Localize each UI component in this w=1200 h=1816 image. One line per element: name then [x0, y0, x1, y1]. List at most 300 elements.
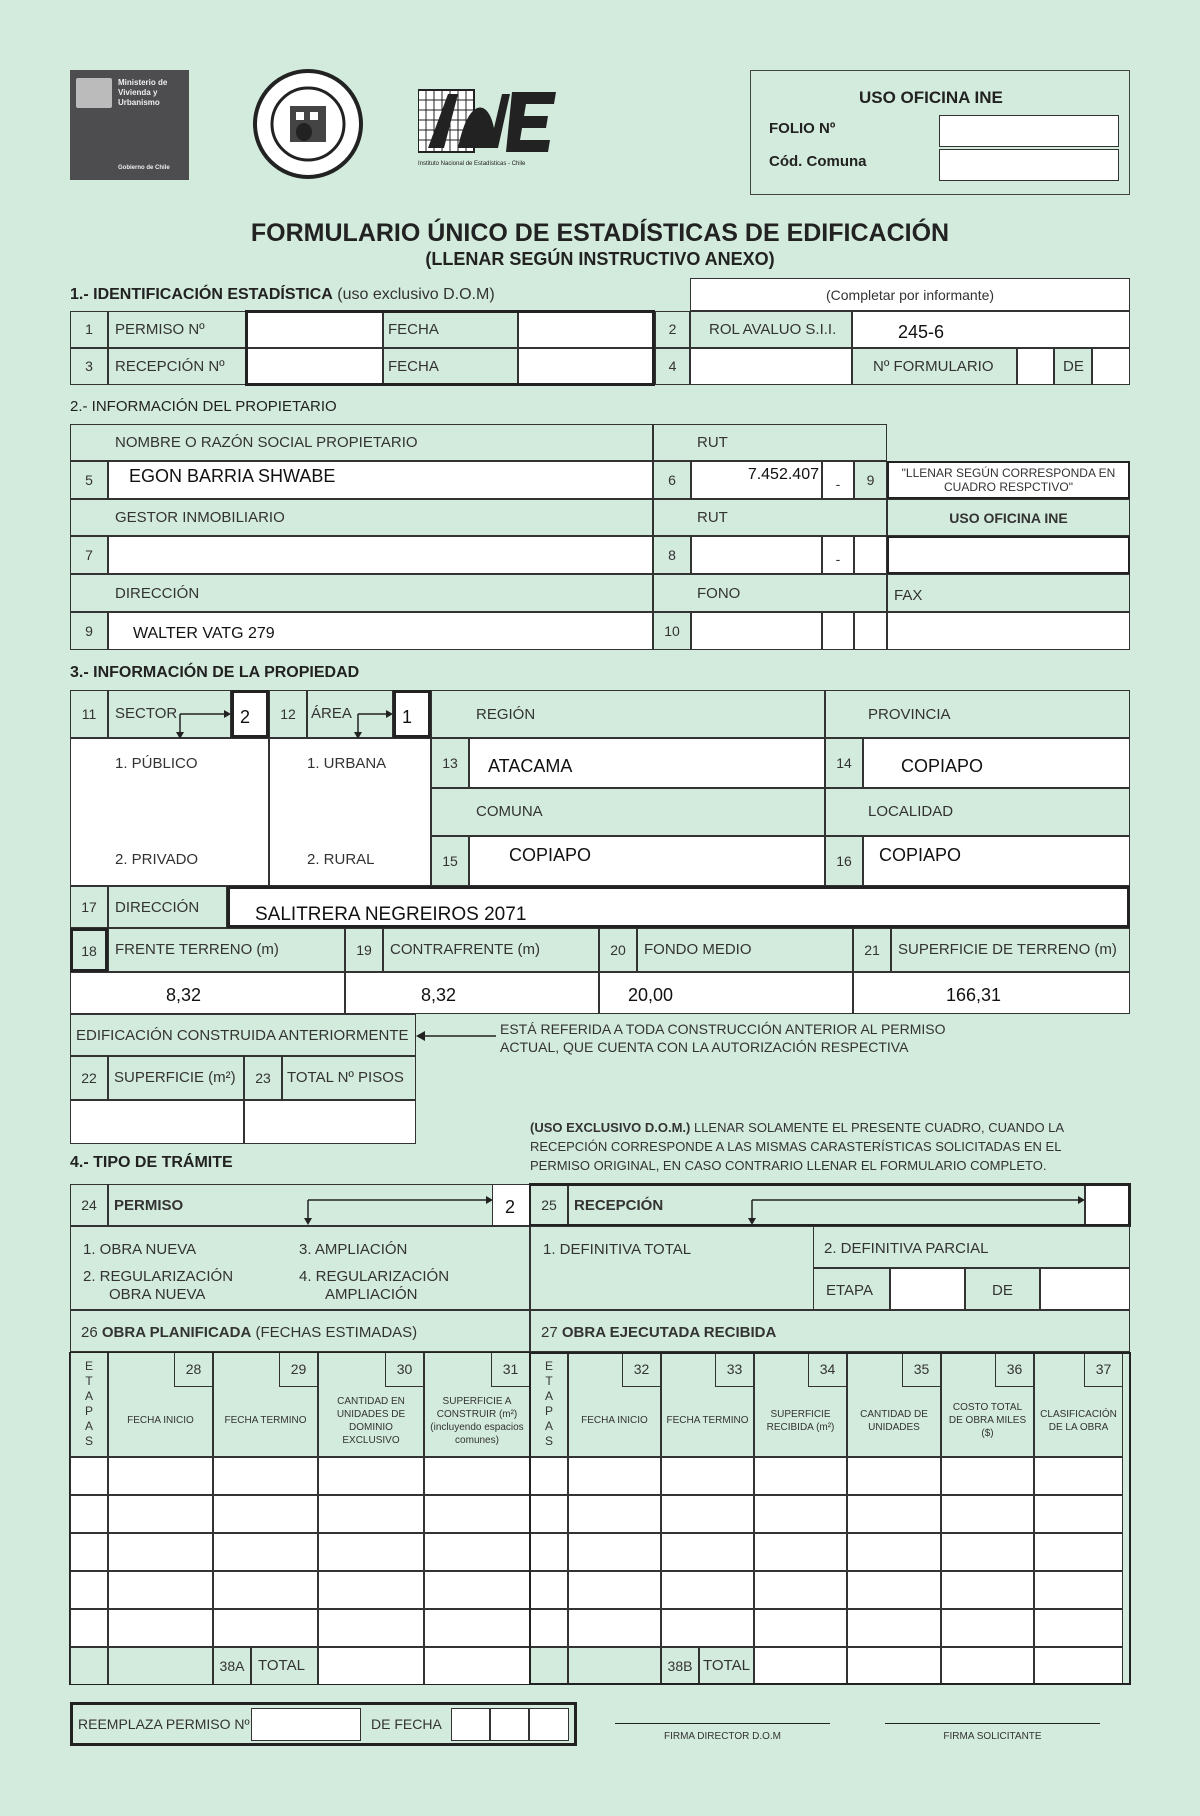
- provincia-field[interactable]: [863, 738, 1130, 788]
- right-col-number: 32: [622, 1353, 660, 1387]
- left-col-header-30: [318, 1352, 424, 1457]
- right-table-cell[interactable]: [754, 1571, 847, 1609]
- left-table-cell[interactable]: [70, 1533, 108, 1571]
- right-col-header-32: [568, 1352, 661, 1457]
- right-col-header-37: [1034, 1352, 1123, 1457]
- nombre-field[interactable]: [108, 461, 653, 499]
- sup-label: SUPERFICIE (m²): [114, 1069, 236, 1086]
- left-table-cell[interactable]: [108, 1533, 213, 1571]
- left-etapas-header: [70, 1352, 108, 1457]
- rut2-dv-field[interactable]: [854, 536, 887, 574]
- right-table-cell[interactable]: [661, 1495, 754, 1533]
- field-number-13: 13: [431, 738, 469, 788]
- region-value: ATACAMA: [488, 756, 573, 776]
- sup-field[interactable]: [70, 1100, 244, 1144]
- ministry-name: Ministerio de Vivienda y Urbanismo: [118, 78, 168, 107]
- left-table-cell[interactable]: [424, 1533, 530, 1571]
- right-table-cell[interactable]: [847, 1457, 941, 1495]
- contrafrente-label: CONTRAFRENTE (m): [390, 941, 540, 958]
- ine-subtitle: Instituto Nacional de Estadísticas - Chile: [418, 161, 526, 167]
- direccion-label: DIRECCIÓN: [115, 585, 200, 602]
- prop-direccion-value: SALITRERA NEGREIROS 2071: [255, 904, 527, 925]
- rut-header: [653, 424, 887, 461]
- uso-oficina-box: [750, 70, 1130, 195]
- left-col-label: CANTIDAD EN UNIDADES DE DOMINIO EXCLUSIVO: [336, 1395, 406, 1446]
- sector-option-privado: 2. PRIVADO: [115, 851, 199, 868]
- section-1-heading: [70, 286, 495, 304]
- right-col-number: 37: [1084, 1353, 1122, 1387]
- recepcion-option-1: 1. DEFINITIVA TOTAL: [543, 1241, 692, 1258]
- obra-ejecutada-label: [541, 1324, 776, 1341]
- left-total-surface[interactable]: [424, 1647, 530, 1685]
- direccion-value: WALTER VATG 279: [133, 625, 275, 642]
- firma-director-line: [615, 1723, 830, 1724]
- area-option-rural: 2. RURAL: [307, 851, 375, 868]
- gestor-label: GESTOR INMOBILIARIO: [115, 509, 285, 526]
- uso-oficina-title: USO OFICINA INE: [859, 88, 1003, 107]
- fondo-label: FONDO MEDIO: [644, 941, 752, 958]
- recepcion-label: RECEPCIÓN Nº: [115, 358, 225, 375]
- right-table-cell[interactable]: [568, 1457, 661, 1495]
- fondo-label-cell: [637, 928, 853, 972]
- edif-label: EDIFICACIÓN CONSTRUIDA ANTERIORMENTE: [76, 1027, 409, 1044]
- section1-left-frame: [245, 310, 655, 386]
- right-col-number: 33: [715, 1353, 753, 1387]
- tramite-recepcion-label: RECEPCIÓN: [574, 1197, 664, 1214]
- field-number-8: 8: [653, 536, 691, 574]
- firma-director-label: FIRMA DIRECTOR D.O.M: [663, 1731, 782, 1742]
- left-total-label: TOTAL: [251, 1647, 318, 1685]
- cod-comuna-label: Cód. Comuna: [769, 153, 867, 170]
- left-total-number: 38A: [213, 1647, 251, 1685]
- fondo-field[interactable]: [599, 972, 853, 1014]
- left-table-cell[interactable]: [318, 1457, 424, 1495]
- frente-field[interactable]: [70, 972, 345, 1014]
- field-number-16: 16: [825, 836, 863, 886]
- pisos-label-cell: [282, 1056, 416, 1100]
- firma-solicitante-line: [885, 1723, 1100, 1724]
- left-total-etapa-cell: [70, 1647, 108, 1685]
- right-total-label: TOTAL: [699, 1647, 754, 1685]
- right-total-cell[interactable]: [941, 1647, 1034, 1685]
- left-total-units[interactable]: [318, 1647, 424, 1685]
- left-table-cell[interactable]: [213, 1571, 318, 1609]
- ine-logo: [418, 88, 558, 168]
- superficie-label-cell: [891, 928, 1130, 972]
- pisos-field[interactable]: [244, 1100, 416, 1144]
- sup-label-cell: [108, 1056, 244, 1100]
- region-field[interactable]: [469, 738, 825, 788]
- obra-planificada-note: (FECHAS ESTIMADAS): [255, 1324, 418, 1341]
- cod-comuna-field[interactable]: [939, 149, 1119, 181]
- left-total-blank: [108, 1647, 213, 1685]
- fono-field[interactable]: [691, 612, 822, 650]
- field-number-3: 3: [70, 348, 108, 385]
- permiso-option-4: 4. REGULARIZACIÓN: [299, 1268, 450, 1285]
- sector-arrow-icon: [170, 700, 232, 740]
- left-col-label: SUPERFICIE A CONSTRUIR (m²) (incluyendo espacios comunes): [430, 1395, 524, 1446]
- superficie-value: 166,31: [946, 985, 1002, 1005]
- rol-field[interactable]: [852, 311, 1130, 348]
- recepcion-arrow-icon: [742, 1190, 1086, 1226]
- right-table-cell[interactable]: [661, 1609, 754, 1647]
- right-table-cell[interactable]: [754, 1609, 847, 1647]
- right-table-cell[interactable]: [568, 1571, 661, 1609]
- rol-label-cell: [690, 311, 852, 348]
- completar-label: (Completar por informante): [825, 286, 995, 303]
- right-col-number: 36: [995, 1353, 1033, 1387]
- field-number-21: 21: [853, 928, 891, 972]
- edif-header: [70, 1014, 416, 1056]
- tramite-permiso-value: 2: [505, 1197, 516, 1217]
- left-table-cell[interactable]: [318, 1609, 424, 1647]
- rut-label: RUT: [697, 434, 728, 451]
- prop-direccion-label-cell: [108, 886, 227, 928]
- tramite-permiso-label: PERMISO: [114, 1197, 184, 1214]
- rut-dash: -: [822, 461, 854, 499]
- right-col-label: COSTO TOTAL DE OBRA MILES ($): [948, 1402, 1027, 1439]
- recepcion-option-2: 2. DEFINITIVA PARCIAL: [824, 1240, 989, 1257]
- reemplaza-box: [70, 1702, 577, 1746]
- nform-total-field[interactable]: [1092, 348, 1130, 385]
- field-number-27: 27: [541, 1324, 558, 1341]
- left-col-number: 28: [174, 1353, 212, 1387]
- left-col-number: 29: [279, 1353, 317, 1387]
- ine-mark-icon: [418, 88, 558, 156]
- nform-label-cell: [852, 348, 1017, 385]
- left-table-cell[interactable]: [424, 1571, 530, 1609]
- section-1-note: (uso exclusivo D.O.M): [337, 286, 495, 303]
- left-table-cell[interactable]: [318, 1533, 424, 1571]
- form-title: FORMULARIO ÚNICO DE ESTADÍSTICAS DE EDIFICACIÓN: [250, 219, 950, 247]
- sector-value: 2: [240, 707, 251, 727]
- left-col-number: 30: [385, 1353, 423, 1387]
- permiso-option-3: 3. AMPLIACIÓN: [299, 1241, 408, 1258]
- right-table-cell[interactable]: [754, 1457, 847, 1495]
- left-col-header-28: [108, 1352, 213, 1457]
- comuna-header: [431, 788, 825, 836]
- field-number-6: 6: [653, 461, 691, 499]
- field-number-1: 1: [70, 311, 108, 348]
- folio-field[interactable]: [939, 115, 1119, 147]
- area-label: ÁREA: [311, 705, 352, 722]
- field-number-9: 9: [70, 612, 108, 650]
- provincia-header: [825, 690, 1130, 738]
- right-col-label: FECHA TERMINO: [666, 1415, 749, 1426]
- uso-oficina-field: [887, 536, 1130, 574]
- gestor-field[interactable]: [108, 536, 653, 574]
- right-table-cell[interactable]: [530, 1495, 568, 1533]
- camara-seal-icon: [252, 68, 364, 180]
- etapa-de-label: DE: [992, 1282, 1013, 1299]
- field-number-4: 4: [655, 348, 690, 385]
- right-col-header-35: [847, 1352, 941, 1457]
- dom-note-bold: (USO EXCLUSIVO D.O.M.): [530, 1120, 691, 1135]
- prop-direccion-label: DIRECCIÓN: [115, 899, 200, 916]
- right-table-cell[interactable]: [847, 1495, 941, 1533]
- right-col-number: 34: [808, 1353, 846, 1387]
- right-table-cell[interactable]: [1034, 1571, 1123, 1609]
- permiso-option-1: 1. OBRA NUEVA: [83, 1241, 197, 1258]
- localidad-label: LOCALIDAD: [868, 803, 954, 820]
- left-table-cell[interactable]: [70, 1495, 108, 1533]
- localidad-header: [825, 788, 1130, 836]
- right-table-cell[interactable]: [1034, 1609, 1123, 1647]
- field-number-5: 5: [70, 461, 108, 499]
- right-col-label: FECHA INICIO: [581, 1415, 648, 1426]
- right-etapas-label: ETAPAS: [544, 1359, 553, 1448]
- de-fecha-month[interactable]: [490, 1708, 529, 1741]
- rol-value: 245-6: [898, 322, 945, 342]
- uso-oficina-header: [887, 499, 1130, 536]
- llenar-note-cell: [887, 461, 1130, 499]
- left-table-cell[interactable]: [213, 1457, 318, 1495]
- right-col-label: CANTIDAD DE UNIDADES: [860, 1408, 928, 1433]
- obra-planificada-bold: OBRA PLANIFICADA: [101, 1324, 252, 1341]
- frente-label-cell: [108, 928, 345, 972]
- left-table-cell[interactable]: [70, 1571, 108, 1609]
- dom-note: [530, 1118, 1100, 1175]
- field-number-24: 24: [70, 1184, 108, 1226]
- uso-oficina-label: USO OFICINA INE: [949, 509, 1068, 526]
- nform-field[interactable]: [1017, 348, 1054, 385]
- superficie-field[interactable]: [853, 972, 1130, 1014]
- right-table-cell[interactable]: [530, 1609, 568, 1647]
- field-number-10: 10: [653, 612, 691, 650]
- section-4-heading: 4.- TIPO DE TRÁMITE: [70, 1154, 233, 1171]
- rut2-field[interactable]: [691, 536, 822, 574]
- camara-logo: [252, 68, 364, 180]
- left-table-cell[interactable]: [424, 1457, 530, 1495]
- right-col-header-34: [754, 1352, 847, 1457]
- rut2-header: [653, 499, 887, 536]
- form-subtitle: (LLENAR SEGÚN INSTRUCTIVO ANEXO): [425, 249, 775, 269]
- completar-header: [690, 278, 1130, 311]
- tramite-permiso-field[interactable]: [492, 1184, 530, 1226]
- area-value: 1: [402, 707, 413, 727]
- permiso-option-4-sub: AMPLIACIÓN: [325, 1286, 418, 1303]
- nform-label: Nº FORMULARIO: [873, 358, 994, 375]
- firma-solicitante-label: FIRMA SOLICITANTE: [943, 1731, 1042, 1742]
- sector-option-publico: 1. PÚBLICO: [115, 755, 198, 772]
- area-arrow-icon: [348, 700, 394, 740]
- field-number-12: 12: [269, 690, 307, 738]
- sector-options[interactable]: [70, 738, 269, 886]
- right-table-cell[interactable]: [661, 1533, 754, 1571]
- right-table-cell[interactable]: [568, 1609, 661, 1647]
- reemplaza-field[interactable]: [251, 1708, 361, 1741]
- fax-field[interactable]: [887, 612, 1130, 650]
- direccion-field[interactable]: [108, 612, 653, 650]
- fono-field-2[interactable]: [822, 612, 854, 650]
- right-table-cell[interactable]: [661, 1457, 754, 1495]
- right-table-cell[interactable]: [568, 1495, 661, 1533]
- comuna-label: COMUNA: [476, 803, 543, 820]
- section-2-heading: 2.- INFORMACIÓN DEL PROPIETARIO: [70, 398, 337, 415]
- etapa-field[interactable]: [890, 1268, 965, 1310]
- region-header: [431, 690, 825, 738]
- left-table-cell[interactable]: [108, 1495, 213, 1533]
- field-number-22: 22: [70, 1056, 108, 1100]
- right-total-number: 38B: [661, 1647, 699, 1685]
- right-total-cell[interactable]: [847, 1647, 941, 1685]
- obra-planificada-header: [70, 1310, 530, 1352]
- field-number-15: 15: [431, 836, 469, 886]
- left-table-cell[interactable]: [318, 1571, 424, 1609]
- left-etapas-label: ETAPAS: [84, 1359, 93, 1448]
- camara-name: [252, 68, 253, 69]
- section-3-heading: 3.- INFORMACIÓN DE LA PROPIEDAD: [70, 664, 360, 681]
- area-options[interactable]: [269, 738, 431, 886]
- localidad-field[interactable]: [863, 836, 1130, 886]
- etapa-total-field[interactable]: [1040, 1268, 1130, 1310]
- de-label: DE: [1063, 358, 1084, 375]
- right-table-cell[interactable]: [941, 1495, 1034, 1533]
- contrafrente-label-cell: [383, 928, 599, 972]
- comuna-field[interactable]: [469, 836, 825, 886]
- contrafrente-field[interactable]: [345, 972, 599, 1014]
- prop-direccion-field[interactable]: [227, 886, 1130, 928]
- de-fecha-year[interactable]: [529, 1708, 569, 1741]
- permiso-option-2-sub: OBRA NUEVA: [109, 1286, 206, 1303]
- etapa-label: ETAPA: [826, 1282, 873, 1299]
- localidad-value: COPIAPO: [879, 845, 962, 865]
- right-table-cell[interactable]: [1034, 1495, 1123, 1533]
- field-number-17: 17: [70, 886, 108, 928]
- field-number-26: 26: [81, 1324, 98, 1341]
- rut2-dash: -: [822, 536, 854, 574]
- fono-header: [653, 574, 887, 612]
- fondo-value: 20,00: [628, 985, 674, 1005]
- sector-label: SECTOR: [115, 705, 178, 722]
- field-number-7: 7: [70, 536, 108, 574]
- right-table-cell[interactable]: [661, 1571, 754, 1609]
- folio-label: FOLIO Nº: [769, 120, 836, 137]
- frente-value: 8,32: [166, 985, 202, 1005]
- left-table-cell[interactable]: [424, 1495, 530, 1533]
- field-number-19: 19: [345, 928, 383, 972]
- pisos-label: TOTAL Nº PISOS: [287, 1069, 404, 1086]
- obra-planificada-label: [81, 1324, 417, 1341]
- field-number-9a: 9: [854, 461, 887, 499]
- permiso-option-2: 2. REGULARIZACIÓN: [83, 1268, 234, 1285]
- ministry-emblem-icon: [76, 78, 112, 108]
- fecha1-label: FECHA: [388, 321, 439, 338]
- right-table-cell[interactable]: [941, 1609, 1034, 1647]
- right-table-cell[interactable]: [754, 1495, 847, 1533]
- field-4[interactable]: [690, 348, 852, 385]
- etapa-label-cell: [813, 1268, 890, 1310]
- fono-field-3[interactable]: [854, 612, 887, 650]
- edif-note: ESTÁ REFERIDA A TODA CONSTRUCCIÓN ANTERIOR AL PERMISO ACTUAL, QUE CUENTA CON LA AUTORIZACIÓN RESPECTIVA: [500, 1021, 946, 1055]
- fecha2-label: FECHA: [388, 358, 439, 375]
- etapa-de-cell: [965, 1268, 1040, 1310]
- area-field[interactable]: [393, 690, 431, 738]
- sector-field[interactable]: [231, 690, 269, 738]
- obra-ejecutada-header: [530, 1310, 1130, 1352]
- nombre-header: [70, 424, 653, 461]
- right-col-label: SUPERFICIE RECIBIDA (m²): [766, 1408, 835, 1433]
- left-table-cell[interactable]: [213, 1495, 318, 1533]
- right-table-cell[interactable]: [568, 1533, 661, 1571]
- tramite-recepcion-field[interactable]: [1085, 1184, 1130, 1226]
- right-col-header-36: [941, 1352, 1034, 1457]
- right-table-cell[interactable]: [847, 1571, 941, 1609]
- de-fecha-label: DE FECHA: [371, 1716, 442, 1732]
- recepcion-label-cell: [108, 348, 246, 385]
- right-table-cell[interactable]: [941, 1571, 1034, 1609]
- nombre-value: EGON BARRIA SHWABE: [129, 466, 336, 486]
- left-col-number: 31: [491, 1353, 529, 1387]
- direccion-header: [70, 574, 653, 612]
- permiso-label: PERMISO Nº: [115, 321, 205, 338]
- permiso-label-cell: [108, 311, 246, 348]
- nombre-label: NOMBRE O RAZÓN SOCIAL PROPIETARIO: [115, 434, 418, 451]
- permiso-options[interactable]: [70, 1226, 530, 1310]
- left-table-cell[interactable]: [213, 1533, 318, 1571]
- left-table-cell[interactable]: [108, 1571, 213, 1609]
- left-col-label: FECHA TERMINO: [224, 1415, 307, 1426]
- left-table-cell[interactable]: [318, 1495, 424, 1533]
- rol-label: ROL AVALUO S.I.I.: [709, 321, 837, 338]
- left-col-header-31: [424, 1352, 530, 1457]
- edif-arrow-icon: [416, 1028, 496, 1044]
- dom-note-text: LLENAR SOLAMENTE EL PRESENTE CUADRO, CUANDO LA RECEPCIÓN CORRESPONDE A LAS MISMAS CARASTERÍSTICAS SOLICITADAS EN EL PERMISO ORIGINAL, EN CASO CONTRARIO LLENAR EL FORMULARIO COMPLETO.: [530, 1120, 1064, 1173]
- left-col-header-29: [213, 1352, 318, 1457]
- right-table-cell[interactable]: [530, 1571, 568, 1609]
- left-table-cell[interactable]: [108, 1609, 213, 1647]
- reemplaza-label: REEMPLAZA PERMISO Nº: [78, 1716, 250, 1732]
- right-col-number: 35: [902, 1353, 940, 1387]
- right-table-cell[interactable]: [1034, 1533, 1123, 1571]
- right-table-cell[interactable]: [847, 1533, 941, 1571]
- left-table-cell[interactable]: [213, 1609, 318, 1647]
- right-table-cell[interactable]: [847, 1609, 941, 1647]
- de-fecha-day[interactable]: [451, 1708, 490, 1741]
- rut-value: 7.452.407: [747, 466, 819, 483]
- field-number-23: 23: [244, 1056, 282, 1100]
- provincia-label: PROVINCIA: [868, 706, 951, 723]
- field-number-14: 14: [825, 738, 863, 788]
- right-table-cell[interactable]: [530, 1457, 568, 1495]
- provincia-value: COPIAPO: [901, 756, 984, 776]
- right-table-cell[interactable]: [941, 1533, 1034, 1571]
- area-option-urbana: 1. URBANA: [307, 755, 387, 772]
- comuna-value: COPIAPO: [509, 845, 592, 865]
- left-table-cell[interactable]: [108, 1457, 213, 1495]
- fax-header: [887, 574, 1130, 612]
- left-table-cell[interactable]: [70, 1609, 108, 1647]
- section-1-title: 1.- IDENTIFICACIÓN ESTADÍSTICA: [70, 286, 333, 303]
- right-table-cell[interactable]: [530, 1533, 568, 1571]
- field-number-20: 20: [599, 928, 637, 972]
- left-table-cell[interactable]: [424, 1609, 530, 1647]
- right-total-cell[interactable]: [1034, 1647, 1123, 1685]
- right-table-cell[interactable]: [754, 1533, 847, 1571]
- fono-label: FONO: [697, 585, 741, 602]
- rut-field[interactable]: [691, 461, 822, 499]
- right-table-cell[interactable]: [941, 1457, 1034, 1495]
- right-col-header-33: [661, 1352, 754, 1457]
- ministry-sub: Gobierno de Chile: [118, 165, 170, 171]
- right-etapas-header: [530, 1352, 568, 1457]
- right-total-etapa-cell: [530, 1647, 568, 1685]
- left-table-cell[interactable]: [70, 1457, 108, 1495]
- de-label-cell: [1054, 348, 1092, 385]
- right-total-cell[interactable]: [754, 1647, 847, 1685]
- region-label: REGIÓN: [476, 706, 536, 723]
- right-table-cell[interactable]: [1034, 1457, 1123, 1495]
